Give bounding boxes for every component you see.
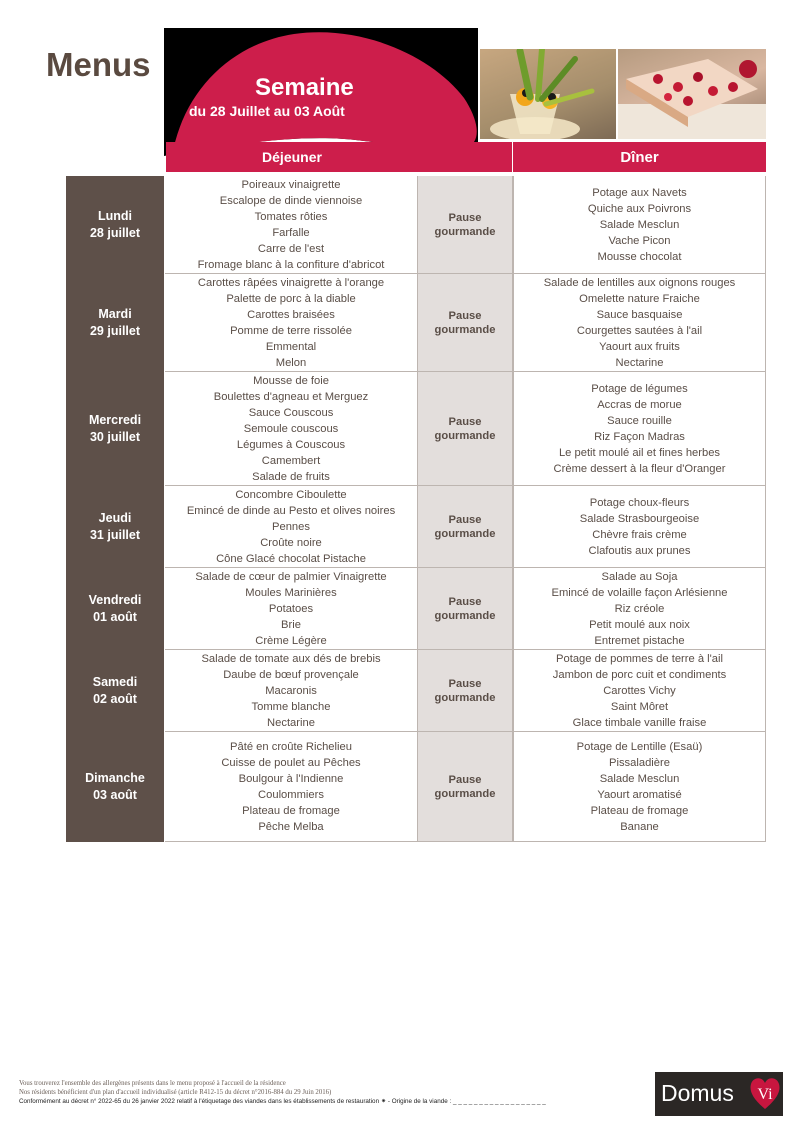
dinner-cell [513,568,766,650]
menu-item: gourmande [434,225,496,238]
menu-item: Riz créole [614,602,665,615]
menu-item: Saint Môret [610,700,669,713]
menu-item: Légumes à Couscous [236,438,346,451]
menu-item: Salade de fruits [252,470,330,483]
menu-item: Petit moulé aux noix [589,618,690,631]
menu-item: Accras de morue [597,398,682,411]
menu-item: Pennes [272,520,310,533]
dinner-column-header: Dîner [513,142,766,172]
menu-item: Melon [275,356,307,369]
dinner-cell [513,176,766,274]
menu-item: Salade de cœur de palmier Vinaigrette [195,570,387,583]
menu-item: Sauce rouille [607,414,672,427]
lunch-cell [165,568,418,650]
menu-item: Quiche aux Poivrons [587,202,692,215]
lunch-column-header: Déjeuner [166,142,418,172]
menu-item: gourmande [434,691,496,704]
logo-text: Domus [661,1080,734,1106]
pause-cell [418,372,513,486]
lunch-cell [165,650,418,732]
menu-item: Le petit moulé ail et fines herbes [558,446,721,459]
menu-item: Potage aux Navets [592,186,687,199]
menu-item: Jambon de porc cuit et condiments [552,668,727,681]
menu-item: Pissaladière [609,756,670,769]
menu-item: Plateau de fromage [242,804,340,817]
pause-cell [418,274,513,372]
footer-meat-origin-note: Conformément au décret n° 2022-65 du 26 janvier 2022 relatif à l'étiquetage des viandes dans les établissements de restauration ⁕ - Origine de la viande : _ _ _ _ _ _ _ _ _ _ _ _ _ _ _ _ _ _ [19,1098,546,1105]
menu-item: Croûte noire [260,536,322,549]
menu-item: Camembert [261,454,321,467]
menu-item: Boulgour à l'Indienne [238,772,344,785]
menu-item: Courgettes sautées à l'ail [576,324,703,337]
menu-item: gourmande [434,609,496,622]
menu-item: gourmande [434,429,496,442]
heart-vi-icon [749,1075,781,1111]
menu-item: gourmande [434,323,496,336]
menu-item: Crème dessert à la fleur d'Oranger [553,462,726,475]
menu-item: Crème Légère [255,634,327,647]
day-label-jeudi [66,486,164,568]
menu-item: Nectarine [615,356,664,369]
menu-item: Pâté en croûte Richelieu [230,740,352,753]
footer-allergens-note: Vous trouverez l'ensemble des allergènes présents dans le menu proposé à l'accueil de la résidence [19,1080,286,1087]
menu-item: Pause [448,513,482,526]
menu-item: Clafoutis aux prunes [588,544,691,557]
menu-item: Potatoes [268,602,314,615]
day-name: Mardi [98,307,132,321]
menu-item: Banane [620,820,659,833]
dinner-cell [513,732,766,842]
pause-cell [418,486,513,568]
menu-item: Riz Façon Madras [594,430,685,443]
menu-item: Tomme blanche [251,700,331,713]
banner-week-label: Semaine [255,74,354,101]
menu-item: Potage de pommes de terre à l'ail [556,652,723,665]
banner-dates: du 28 Juillet au 03 Août [189,103,345,119]
pause-cell [418,650,513,732]
menu-item: Macaronis [265,684,317,697]
menu-item: Carottes râpées vinaigrette à l'orange [197,276,385,289]
menu-item: Emmental [265,340,317,353]
day-label-mercredi [66,372,164,486]
menu-item: Carottes braisées [247,308,335,321]
day-date: 03 août [93,788,137,802]
menu-item: Concombre Ciboulette [235,488,347,501]
menu-item: Semoule couscous [243,422,339,435]
dinner-cell [513,650,766,732]
food-photo-appetizer [480,49,616,139]
lunch-cell [165,176,418,274]
menu-item: Tomates rôties [254,210,328,223]
day-date: 28 juillet [89,226,141,240]
menu-item: Pause [448,415,482,428]
day-label-dimanche [66,732,164,842]
day-date: 29 juillet [89,324,141,338]
menu-item: Boulettes d'agneau et Merguez [213,390,369,403]
lunch-cell [165,372,418,486]
menu-item: gourmande [434,527,496,540]
day-name: Vendredi [88,593,142,607]
dinner-cell [513,274,766,372]
menu-item: Escalope de dinde viennoise [219,194,363,207]
menu-item: Carre de l'est [257,242,325,255]
lunch-cell [165,486,418,568]
day-label-samedi [66,650,164,732]
menu-item: Mousse de foie [253,374,329,387]
day-label-vendredi [66,568,164,650]
page-title: Menus [46,46,151,83]
menu-item: Sauce Couscous [248,406,334,419]
day-label-mardi [66,274,164,372]
menu-item: Cuisse de poulet au Pêches [221,756,361,769]
day-date: 31 juillet [89,528,141,542]
menu-item: Sauce basquaise [596,308,683,321]
day-name: Samedi [92,675,138,689]
menu-item: Emincé de volaille façon Arlésienne [551,586,728,599]
lunch-cell [165,274,418,372]
menu-item: Potage choux-fleurs [589,496,690,509]
menu-item: gourmande [434,787,496,800]
menu-item: Fromage blanc à la confiture d'abricot [197,258,385,271]
domusvi-logo [655,1072,783,1116]
pause-cell [418,732,513,842]
menu-item: Cône Glacé chocolat Pistache [216,552,366,565]
menu-item: Yaourt aux fruits [599,340,680,353]
menu-item: Mousse chocolat [597,250,682,263]
day-name: Jeudi [98,511,132,525]
menu-item: Potage de Lentille (Esaü) [576,740,703,753]
day-name: Lundi [97,209,132,223]
day-name: Mercredi [88,413,142,427]
menu-item: Salade Strasbourgeoise [579,512,700,525]
day-name: Dimanche [85,771,145,785]
food-photo-dessert [618,49,766,139]
menu-item: Glace timbale vanille fraise [572,716,707,729]
pause-cell [418,568,513,650]
menu-item: Entremet pistache [594,634,685,647]
menu-item: Pêche Melba [258,820,324,833]
menu-item: Omelette nature Fraiche [579,292,700,305]
menu-item: Farfalle [272,226,310,239]
menu-item: Carottes Vichy [603,684,676,697]
menu-item: Vache Picon [608,234,671,247]
menu-item: Daube de bœuf provençale [223,668,359,681]
dinner-cell [513,372,766,486]
menu-item: Salade Mesclun [599,772,680,785]
menu-item: Nectarine [267,716,315,729]
day-date: 01 août [93,610,137,624]
menu-item: Pomme de terre rissolée [230,324,352,337]
menu-item: Emincé de dinde au Pesto et olives noires [186,504,396,517]
day-date: 30 juillet [89,430,141,444]
menu-item: Yaourt aromatisé [597,788,682,801]
menu-item: Poireaux vinaigrette [241,178,341,191]
menu-item: Brie [281,618,301,631]
menu-item: Moules Marinières [245,586,337,599]
menu-item: Chèvre frais crème [592,528,687,541]
menu-item: Salade de lentilles aux oignons rouges [543,276,736,289]
pause-column-header [418,142,512,172]
menu-item: Pause [448,309,482,322]
menu-item: Palette de porc à la diable [226,292,356,305]
menu-item: Coulommiers [258,788,324,801]
menu-item: Salade de tomate aux dés de brebis [201,652,381,665]
day-label-lundi [66,176,164,274]
menu-item: Pause [448,677,482,690]
footer-plan-note: Nos résidents bénéficient d'un plan d'accueil individualisé (article R412-15 du décret n°2016-884 du 29 Juin 2016) [19,1089,332,1096]
menu-item: Pause [448,773,482,786]
menu-item: Pause [448,211,482,224]
pause-cell [418,176,513,274]
footer-notes [19,1079,546,1106]
menu-item: Plateau de fromage [590,804,689,817]
menu-item: Potage de légumes [591,382,688,395]
lunch-cell [165,732,418,842]
day-date: 02 août [93,692,137,706]
svg-text:Vi: Vi [757,1086,773,1103]
menu-item: Salade au Soja [601,570,678,583]
dinner-cell [513,486,766,568]
menu-item: Pause [448,595,482,608]
menu-item: Salade Mesclun [599,218,680,231]
